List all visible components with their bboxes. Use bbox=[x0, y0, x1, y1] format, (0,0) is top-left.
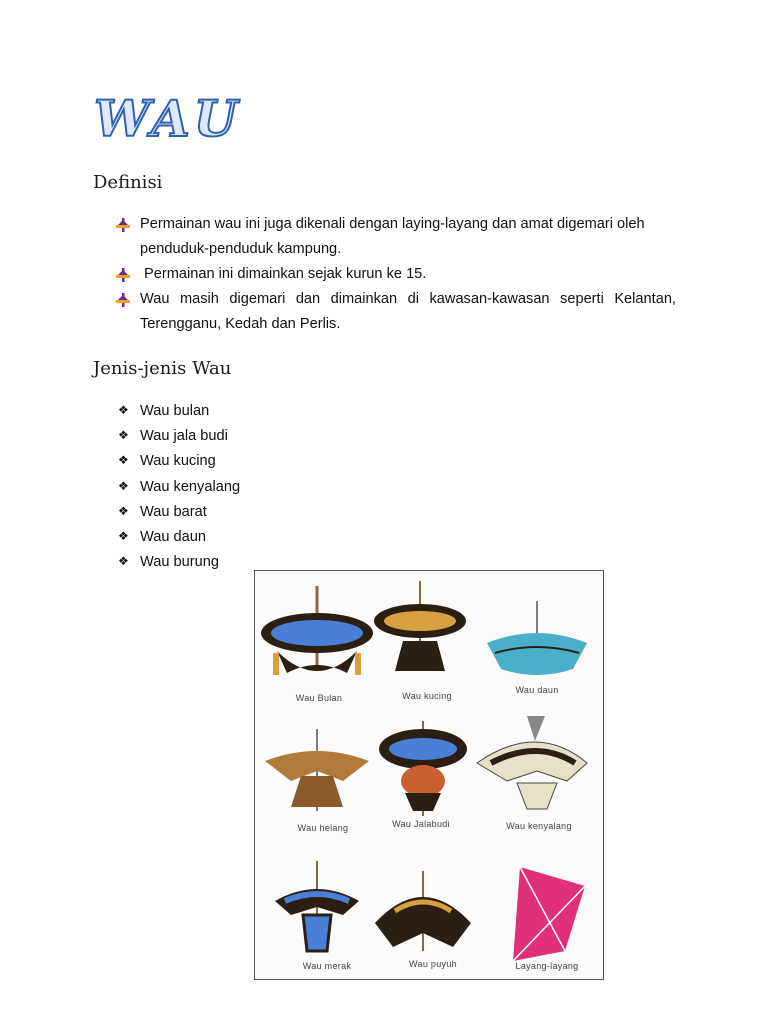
kite-caption: Wau helang bbox=[297, 823, 349, 833]
kite-caption: Wau merak bbox=[302, 961, 352, 971]
definisi-heading: Definisi bbox=[93, 172, 163, 193]
diamond-bullet-icon: ❖ bbox=[118, 428, 129, 443]
definisi-point-line2: penduduk-penduduk kampung. bbox=[140, 241, 342, 257]
kite-caption: Layang-layang bbox=[515, 961, 579, 971]
kite-caption: Wau puyuh bbox=[409, 959, 457, 969]
kite-caption: Wau kenyalang bbox=[506, 821, 572, 831]
kite-figure bbox=[254, 570, 604, 980]
jenis-heading: Jenis-jenis Wau bbox=[93, 358, 232, 379]
kite-caption: Wau kucing bbox=[402, 691, 452, 701]
kite-wau-merak bbox=[275, 861, 359, 951]
kite-caption: Wau Bulan bbox=[295, 693, 343, 703]
arrow-bullet-icon bbox=[116, 268, 130, 282]
list-item: ❖ Wau kucing bbox=[118, 453, 216, 470]
kite-caption: Wau daun bbox=[515, 685, 559, 695]
kite-wau-jalabudi bbox=[379, 721, 467, 816]
arrow-bullet-icon bbox=[116, 218, 130, 232]
kite-layang-layang bbox=[513, 867, 585, 961]
diamond-bullet-icon: ❖ bbox=[118, 478, 129, 493]
definisi-point-line1: Permainan wau ini juga dikenali dengan laying-layang dan amat digemari oleh bbox=[140, 216, 645, 232]
page-title: WAU bbox=[94, 92, 242, 144]
kite-wau-kenyalang bbox=[477, 716, 587, 809]
list-item: ❖ Wau barat bbox=[118, 503, 207, 520]
kite-wau-helang bbox=[265, 729, 369, 811]
kite-wau-daun bbox=[487, 601, 587, 675]
diamond-bullet-icon: ❖ bbox=[118, 403, 129, 417]
kite-wau-puyuh bbox=[375, 871, 471, 951]
definisi-point-line1: Wau masih digemari dan dimainkan di kawasan-kawasan seperti Kelantan, bbox=[140, 291, 676, 307]
diamond-bullet-icon: ❖ bbox=[118, 453, 129, 468]
diamond-bullet-icon: ❖ bbox=[118, 554, 129, 569]
list-item: ❖ Wau daun bbox=[118, 528, 206, 545]
definisi-point bbox=[116, 287, 676, 337]
list-item: ❖ Wau kenyalang bbox=[118, 478, 241, 495]
diamond-bullet-icon: ❖ bbox=[118, 503, 129, 518]
definisi-point bbox=[116, 262, 676, 287]
definisi-point-line2: Terengganu, Kedah dan Perlis. bbox=[140, 316, 341, 332]
definisi-point bbox=[116, 212, 676, 262]
list-item: ❖ Wau bulan bbox=[118, 403, 210, 419]
arrow-bullet-icon bbox=[116, 293, 130, 307]
kite-illustrations bbox=[255, 571, 602, 978]
definisi-point-line1: Permainan ini dimainkan sejak kurun ke 15. bbox=[140, 266, 427, 282]
kite-caption: Wau Jalabudi bbox=[392, 819, 450, 829]
kite-wau-bulan bbox=[261, 586, 373, 675]
title-wordart bbox=[92, 92, 282, 144]
definisi-list bbox=[116, 212, 676, 337]
jenis-list bbox=[118, 400, 240, 576]
list-item: ❖ Wau burung bbox=[118, 554, 219, 571]
diamond-bullet-icon: ❖ bbox=[118, 528, 129, 543]
list-item: ❖ Wau jala budi bbox=[118, 428, 228, 445]
kite-wau-kucing bbox=[374, 581, 466, 671]
